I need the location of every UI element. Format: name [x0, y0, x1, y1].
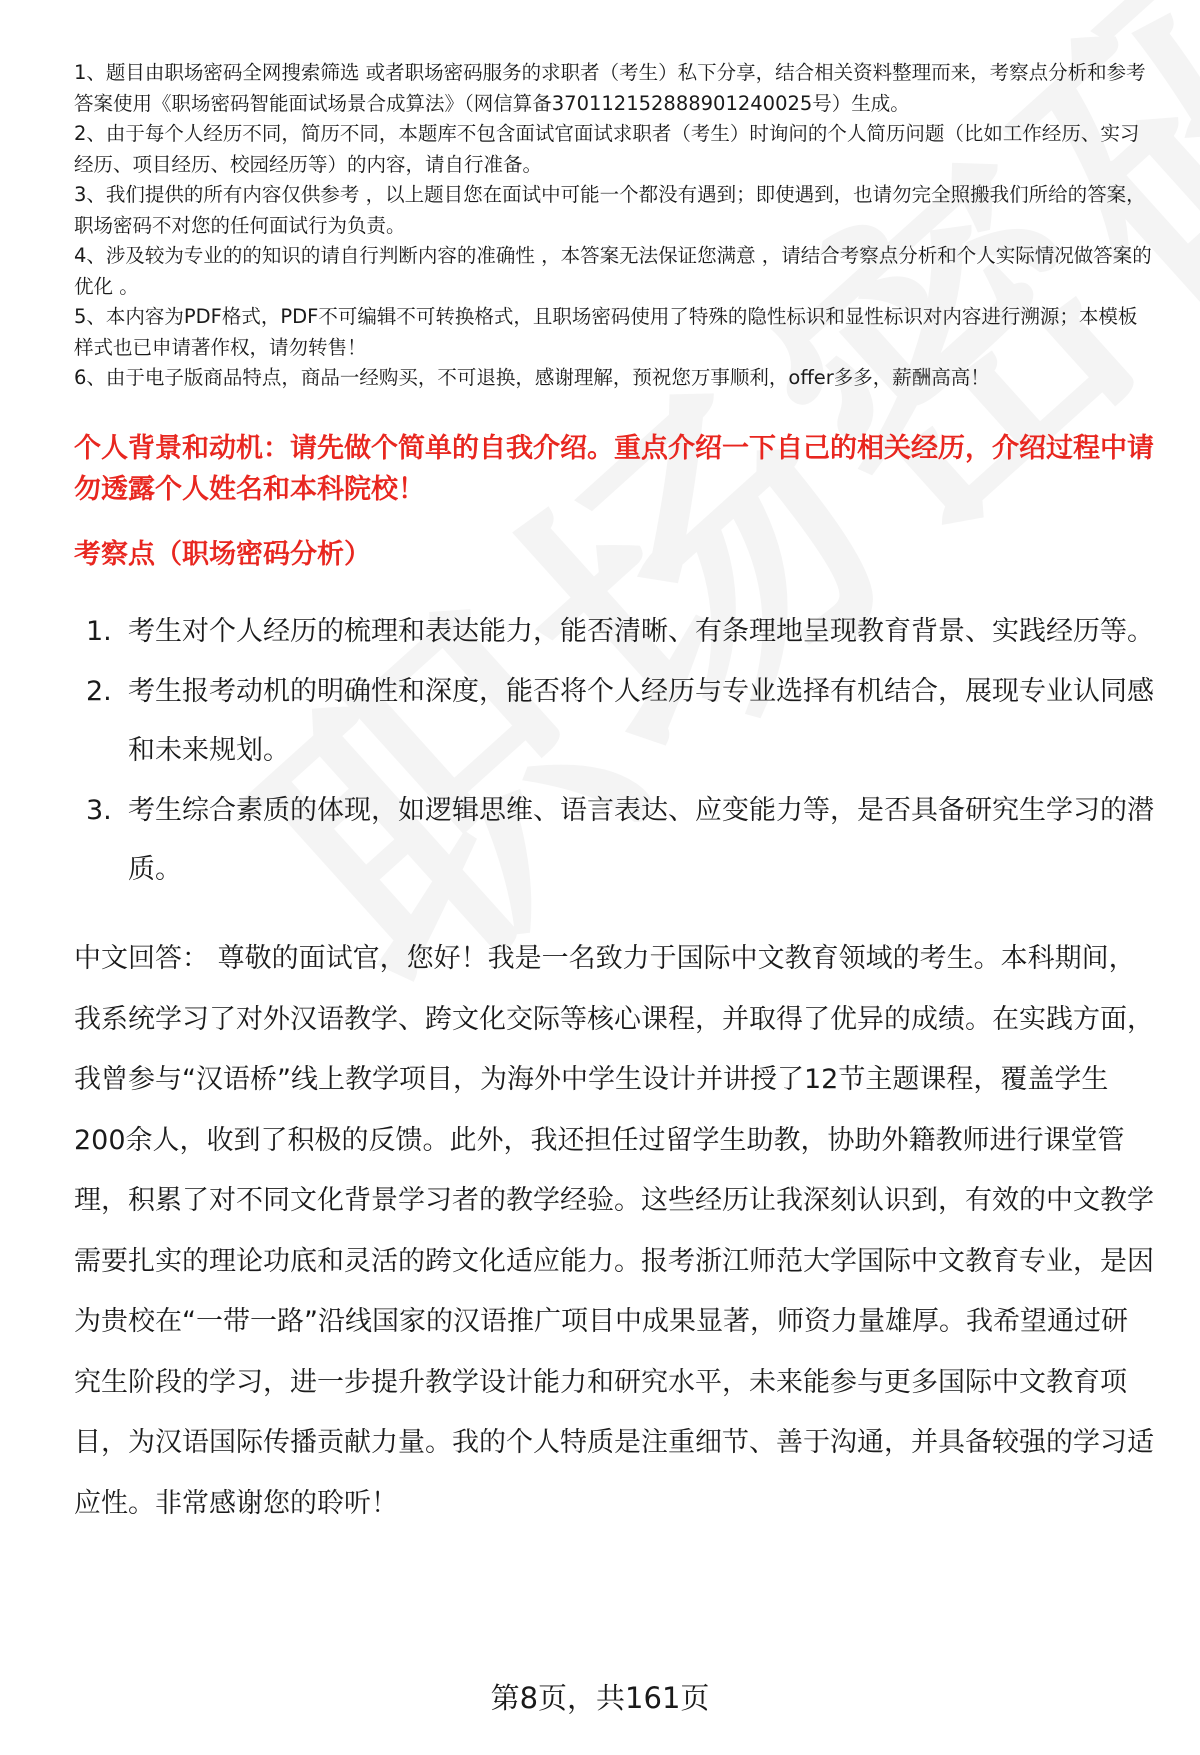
analysis-point — [74, 603, 1154, 662]
analysis-point — [74, 663, 1154, 780]
page-number: 第8页，共161页 — [490, 1681, 710, 1715]
disclaimer-line: 5、本内容为PDF格式，PDF不可编辑不可转换格式，且职场密码使用了特殊的隐性标识和显性标识对内容进行溯源；本模板样式也已申请著作权，请勿转售！ — [74, 305, 1138, 359]
point-number: 1. — [86, 615, 112, 647]
answer-paragraph: 中文回答： 尊敬的面试官，您好！我是一名致力于国际中文教育领域的考生。本科期间，我系统学习了对外汉语教学、跨文化交际等核心课程，并取得了优异的成绩。在实践方面，我曾参与“汉语桥”线上教学项目，为海外中学生设计并讲授了12节主题课程，覆盖学生200余人，收到了积极的反馈。此外，我还担任过留学生助教，协助外籍教师进行课堂管理，积累了对不同文化背景学习者的教学经验。这些经历让我深刻认识到，有效的中文教学需要扎实的理论功底和灵活的跨文化适应能力。报考浙江师范大学国际中文教育专业，是因为贵校在“一带一路”沿线国家的汉语推广项目中成果显著，师资力量雄厚。我希望通过研究生阶段的学习，进一步提升教学设计能力和研究水平，未来能参与更多国际中文教育项目，为汉语国际传播贡献力量。我的个人特质是注重细节、善于沟通，并具备较强的学习适应性。非常感谢您的聆听！ — [74, 943, 1154, 1519]
disclaimer-block — [74, 58, 1154, 394]
point-number: 2. — [86, 676, 112, 707]
disclaimer-line: 6、由于电子版商品特点，商品一经购买，不可退换，感谢理解，预祝您万事顺利，offer多多，薪酬高高！ — [74, 366, 990, 389]
disclaimer-line: 3、我们提供的所有内容仅供参考 ，以上题目您在面试中可能一个都没有遇到；即使遇到，也请勿完全照搬我们所给的答案，职场密码不对您的任何面试行为负责。 — [74, 183, 1146, 237]
disclaimer-line: 1、题目由职场密码全网搜索筛选 或者职场密码服务的求职者（考生）私下分享，结合相关资料整理而来，考察点分析和参考答案使用《职场密码智能面试场景合成算法》（网信算备370112152888901240025号）生成。 — [74, 61, 1146, 115]
disclaimer-line: 2、由于每个人经历不同，简历不同，本题库不包含面试官面试求职者（考生）时询问的个人简历问题（比如工作经历、实习经历、项目经历、校园经历等）的内容，请自行准备。 — [74, 122, 1140, 176]
question-title: 个人背景和动机：请先做个简单的自我介绍。重点介绍一下自己的相关经历，介绍过程中请勿透露个人姓名和本科院校！ — [74, 432, 1154, 505]
disclaimer-line: 4、涉及较为专业的的知识的请自行判断内容的准确性 ，本答案无法保证您满意 ，请结合考察点分析和个人实际情况做答案的优化 。 — [74, 244, 1152, 298]
analysis-title: 考察点（职场密码分析） — [74, 538, 371, 570]
point-text: 考生报考动机的明确性和深度，能否将个人经历与专业选择有机结合，展现专业认同感和未来规划。 — [128, 676, 1154, 766]
point-text: 考生综合素质的体现，如逻辑思维、语言表达、应变能力等，是否具备研究生学习的潜质。 — [128, 795, 1154, 885]
analysis-point — [74, 782, 1154, 899]
point-text: 考生对个人经历的梳理和表达能力，能否清晰、有条理地呈现教育背景、实践经历等。 — [128, 615, 1154, 647]
point-number: 3. — [86, 795, 112, 826]
analysis-points — [74, 603, 1154, 900]
page-content — [74, 58, 1154, 1534]
